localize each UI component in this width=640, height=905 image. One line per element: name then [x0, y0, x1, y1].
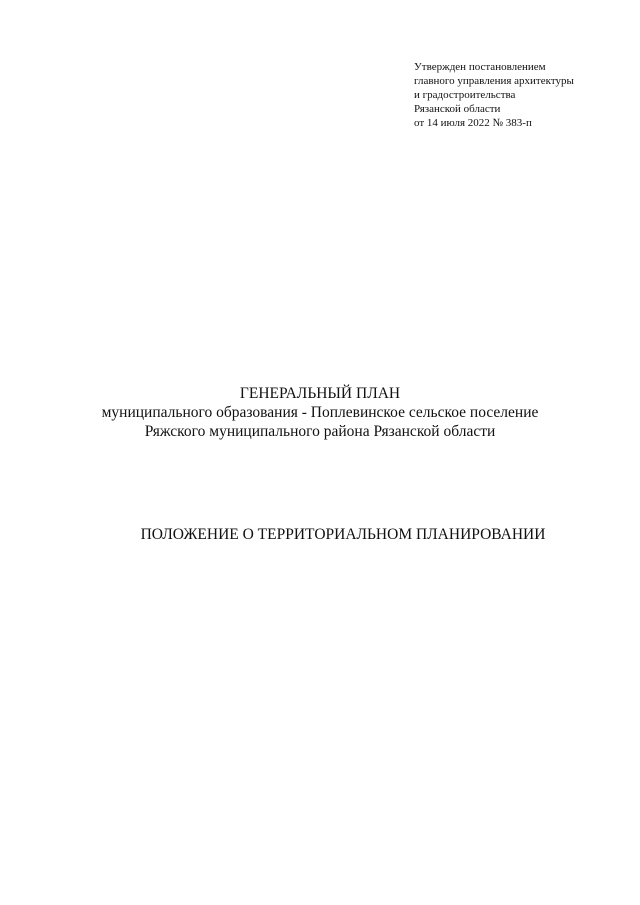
approval-line-4: Рязанской области: [414, 103, 501, 115]
title-district: Ряжского муниципального района Рязанской области: [144, 423, 496, 440]
title-municipality: муниципального образования - Поплевинское сельское поселение: [101, 404, 539, 421]
title-heading: ГЕНЕРАЛЬНЫЙ ПЛАН: [239, 385, 401, 402]
approval-line-5: от 14 июля 2022 № 383-п: [414, 117, 532, 129]
approval-line-2: главного управления архитектуры: [414, 75, 574, 87]
document-title: [0, 384, 640, 441]
approval-line-3: и градостроительства: [414, 89, 516, 101]
approval-stamp: [414, 60, 624, 130]
approval-line-1: Утвержден постановлением: [414, 61, 546, 73]
section-title: ПОЛОЖЕНИЕ О ТЕРРИТОРИАЛЬНОМ ПЛАНИРОВАНИИ: [140, 526, 546, 543]
